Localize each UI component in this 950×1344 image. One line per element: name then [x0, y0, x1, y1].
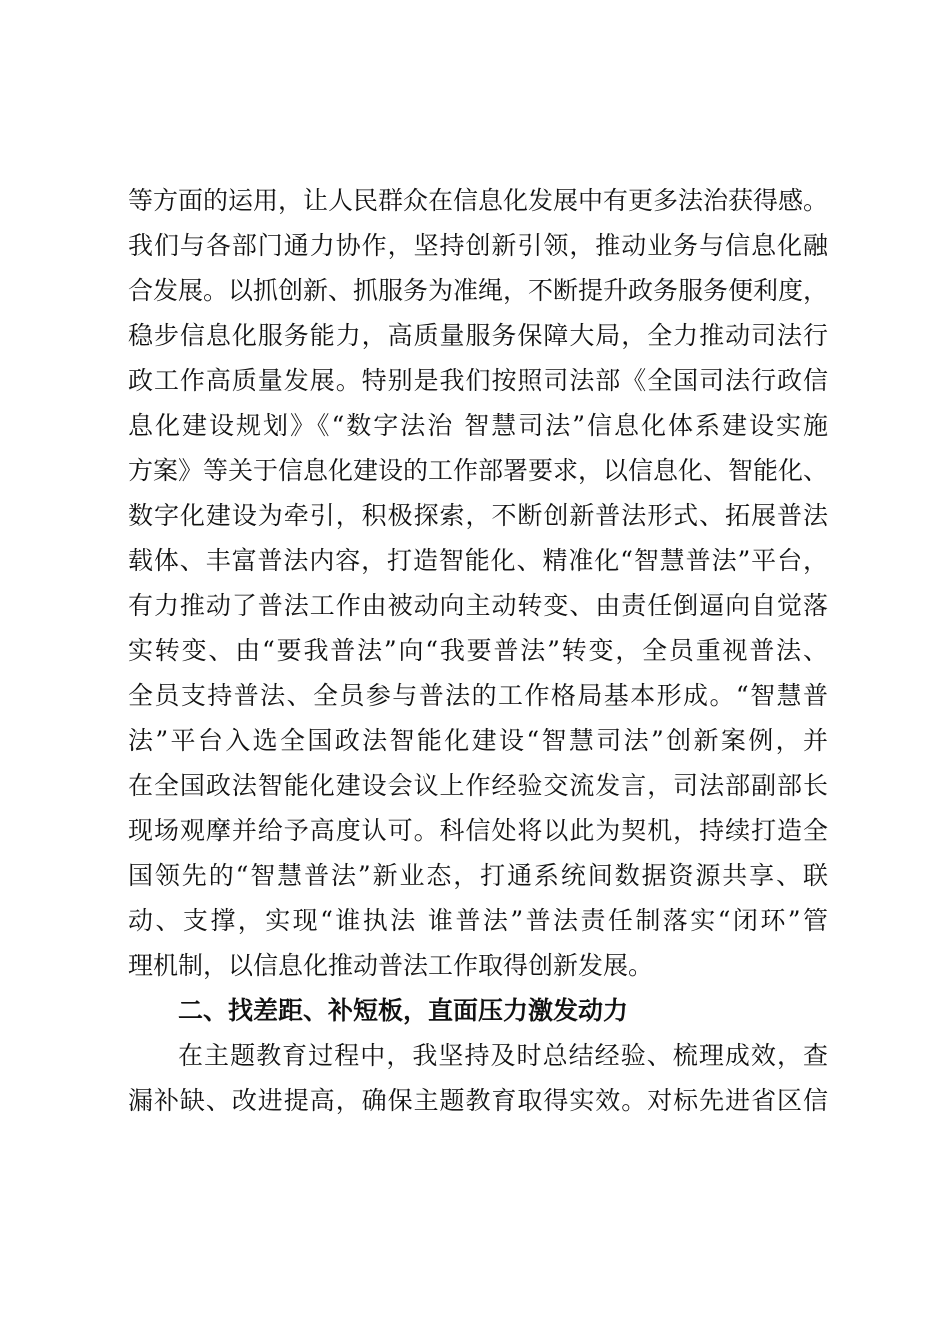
text-line: 法”平台入选全国政法智能化建设“智慧司法”创新案例，并	[128, 726, 828, 755]
text-line: 现场观摩并给予高度认可。科信处将以此为契机，持续打造全	[128, 816, 828, 845]
text-line: 数字化建设为牵引，积极探索，不断创新普法形式、拓展普法	[128, 501, 828, 530]
text-line: 在主题教育过程中，我坚持及时总结经验、梳理成效，查	[178, 1041, 828, 1070]
text-line: 载体、丰富普法内容，打造智能化、精准化“智慧普法”平台，	[128, 546, 828, 575]
text-line: 动、支撑，实现“谁执法 谁普法”普法责任制落实“闭环”管	[128, 906, 828, 935]
section-heading	[128, 988, 828, 1033]
text-line: 政工作高质量发展。特别是我们按照司法部《全国司法行政信	[128, 366, 828, 395]
paragraph-2	[128, 1033, 828, 1123]
text-line: 漏补缺、改进提高，确保主题教育取得实效。对标先进省区信	[128, 1086, 828, 1115]
text-line: 全员支持普法、全员参与普法的工作格局基本形成。“智慧普	[128, 681, 828, 710]
text-line: 实转变、由“要我普法”向“我要普法”转变，全员重视普法、	[128, 636, 828, 665]
section-heading-text: 二、找差距、补短板，直面压力激发动力	[178, 996, 629, 1025]
text-line: 稳步信息化服务能力，高质量服务保障大局，全力推动司法行	[128, 321, 828, 350]
text-line: 国领先的“智慧普法”新业态，打通系统间数据资源共享、联	[128, 861, 828, 890]
text-line: 理机制，以信息化推动普法工作取得创新发展。	[128, 951, 654, 980]
text-line: 息化建设规划》《“数字法治 智慧司法”信息化体系建设实施	[128, 411, 828, 440]
text-line: 我们与各部门通力协作，坚持创新引领，推动业务与信息化融	[128, 231, 828, 260]
text-line: 在全国政法智能化建设会议上作经验交流发言，司法部副部长	[128, 771, 828, 800]
document-body	[128, 178, 828, 1123]
text-line: 方案》等关于信息化建设的工作部署要求，以信息化、智能化、	[128, 456, 829, 485]
text-line: 有力推动了普法工作由被动向主动转变、由责任倒逼向自觉落	[128, 591, 828, 620]
text-line: 合发展。以抓创新、抓服务为准绳，不断提升政务服务便利度，	[128, 276, 829, 305]
paragraph-1	[128, 178, 828, 988]
text-line: 等方面的运用，让人民群众在信息化发展中有更多法治获得感。	[128, 186, 829, 215]
